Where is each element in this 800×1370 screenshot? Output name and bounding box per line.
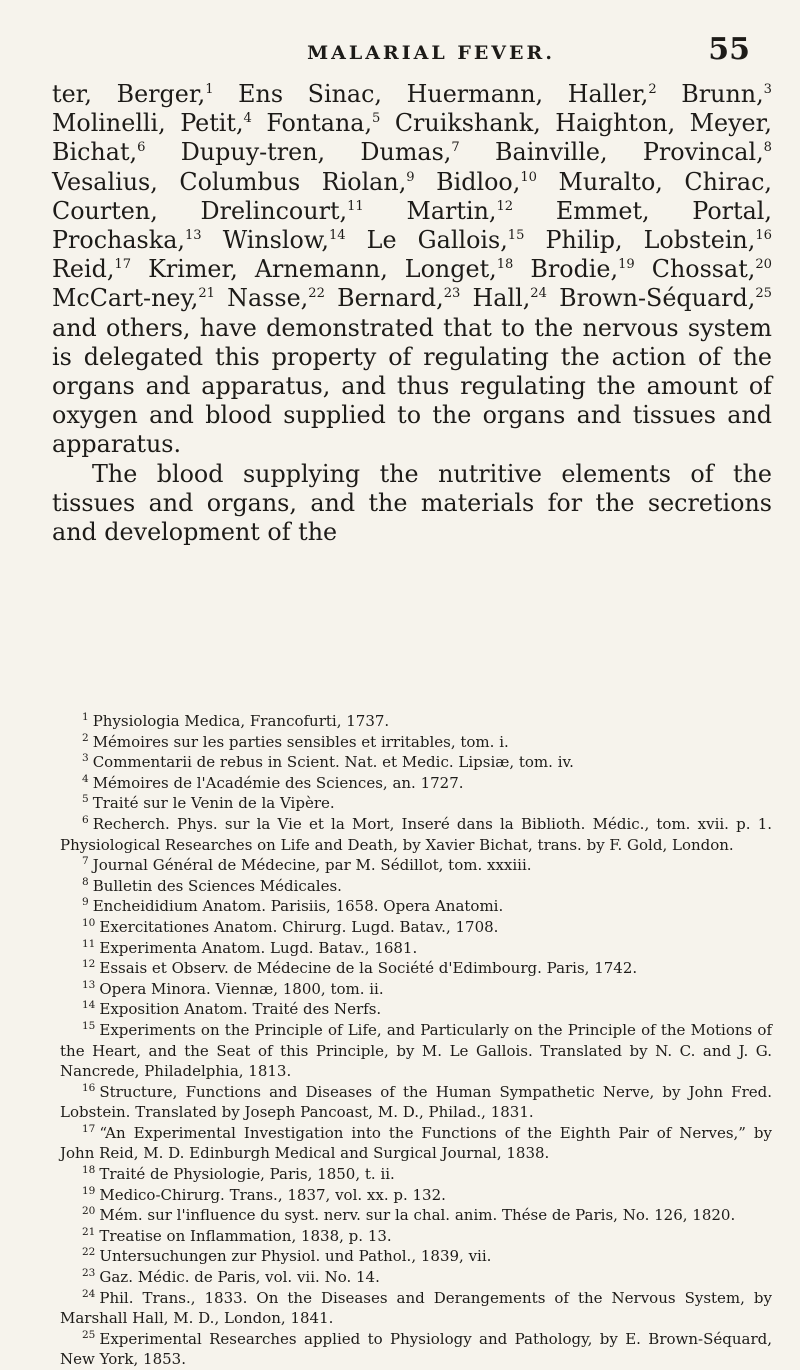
body-text-run: Brunn, xyxy=(656,80,764,108)
footnote xyxy=(60,1329,772,1370)
footnote-ref: 16 xyxy=(755,228,772,244)
footnote-number: 11 xyxy=(82,937,96,950)
body-text-run: Muralto, Chirac, Courten, Drelincourt, xyxy=(52,167,772,225)
body-text-run: Fontana, xyxy=(251,109,373,138)
body-text-run: Philip, Lobstein, xyxy=(524,226,756,255)
footnote-text: Untersuchungen zur Physiol. und Pathol., 1839, vii. xyxy=(99,1247,492,1266)
footnote-ref: 15 xyxy=(507,228,525,244)
footnote-number: 1 xyxy=(82,711,89,723)
footnote-number: 13 xyxy=(82,978,96,991)
footnote-number: 15 xyxy=(82,1019,96,1032)
body-text-run: Winslow, xyxy=(201,226,329,255)
footnote xyxy=(60,732,772,753)
footnote-ref: 3 xyxy=(763,82,772,98)
footnote-text: Traité sur le Venin de la Vipère. xyxy=(92,794,335,813)
footnote-text: Medico-Chirurg. Trans., 1837, vol. xx. p. 132. xyxy=(99,1185,446,1204)
body-text-run: Nasse, xyxy=(214,284,309,313)
footnote-text: Exercitationes Anatom. Chirurg. Lugd. Batav., 1708. xyxy=(99,917,499,936)
footnote-ref: 10 xyxy=(520,169,537,185)
footnote-text: Gaz. Médic. de Paris, vol. vii. No. 14. xyxy=(99,1268,380,1287)
footnote xyxy=(60,752,772,773)
footnote-number: 16 xyxy=(82,1081,96,1094)
footnote-ref: 4 xyxy=(243,111,252,127)
body-text-run: Vesalius, Columbus Riolan, xyxy=(52,167,407,196)
body-text-run: McCart-ney, xyxy=(52,284,199,313)
footnote-text: Exposition Anatom. Traité des Nerfs. xyxy=(99,1000,382,1019)
body-text-run: Bidloo, xyxy=(414,167,521,196)
footnotes xyxy=(60,711,772,1370)
footnote-text: Mém. sur l'influence du syst. nerv. sur la chal. anim. Thése de Paris, No. 126, 1820. xyxy=(99,1206,736,1225)
body-text-run: Ens Sinac, Huermann, Haller, xyxy=(213,80,649,108)
footnote-ref: 12 xyxy=(496,198,514,214)
body-text-run: Brown-Séquard, xyxy=(546,284,756,313)
footnote xyxy=(60,1020,772,1082)
footnote-ref: 21 xyxy=(198,286,215,302)
footnote xyxy=(60,958,772,979)
footnote xyxy=(60,1123,772,1164)
footnote-number: 6 xyxy=(82,813,89,826)
footnote xyxy=(60,711,772,732)
body-text-run: Le Gallois, xyxy=(345,226,508,255)
footnote xyxy=(60,1226,772,1247)
footnote xyxy=(60,1205,772,1226)
footnote-number: 9 xyxy=(82,896,89,909)
footnote-text: Treatise on Inflammation, 1838, p. 13. xyxy=(99,1226,392,1245)
footnote-ref: 25 xyxy=(755,286,772,302)
footnote-ref: 24 xyxy=(530,286,547,302)
footnote-text: Structure, Functions and Diseases of the Human Sympathetic Nerve, by John Fred. Lobstein. Translated by Joseph Pancoast, M. D., Philad., 1831. xyxy=(60,1082,772,1122)
footnote-number: 5 xyxy=(82,793,89,806)
paragraph-1 xyxy=(52,80,772,460)
footnote-number: 12 xyxy=(82,958,96,971)
page-number: 55 xyxy=(708,32,750,67)
footnote xyxy=(60,855,772,876)
footnote-ref: 2 xyxy=(648,82,657,98)
footnote-number: 25 xyxy=(82,1328,96,1341)
footnote-ref: 22 xyxy=(308,286,325,302)
footnote xyxy=(60,917,772,938)
footnote-number: 24 xyxy=(82,1287,96,1300)
footnote-number: 21 xyxy=(82,1225,96,1238)
footnote-ref: 19 xyxy=(618,257,635,273)
footnote-text: Opera Minora. Viennæ, 1800, tom. ii. xyxy=(99,979,384,998)
body-text-run: Dupuy-tren, Dumas, xyxy=(145,138,452,167)
footnote-ref: 7 xyxy=(451,140,460,156)
footnote-number: 4 xyxy=(82,772,89,785)
body-text-run: Krimer, Arnemann, Longet, xyxy=(131,255,497,284)
footnote-number: 3 xyxy=(82,752,89,765)
footnote-number: 20 xyxy=(82,1205,96,1218)
footnote-text: Physiologia Medica, Francofurti, 1737. xyxy=(92,712,390,730)
footnote-number: 18 xyxy=(82,1164,96,1177)
body-text xyxy=(52,80,772,547)
footnote-ref: 14 xyxy=(328,228,346,244)
footnote-ref: 20 xyxy=(755,257,772,273)
running-head: MALARIAL FEVER. xyxy=(307,42,555,64)
body-text-run: Bernard, xyxy=(324,284,444,313)
footnote-text: Experiments on the Principle of Life, and Particularly on the Principle of the Motions of the Heart, and the Seat of this Principle, by M. Le Gallois. Translated by N. C. and J. G. Nancrede, Philadelphia, 1813. xyxy=(60,1020,772,1081)
footnote-number: 2 xyxy=(82,731,89,744)
footnote-ref: 9 xyxy=(406,169,415,185)
footnote-text: Phil. Trans., 1833. On the Diseases and Derangements of the Nervous System, by Marshall Hall, M. D., London, 1841. xyxy=(60,1288,772,1328)
footnote-text: Mémoires sur les parties sensibles et irritables, tom. i. xyxy=(92,732,509,751)
footnote-ref: 6 xyxy=(137,140,146,156)
footnote xyxy=(60,1185,772,1206)
footnote-text: Commentarii de rebus in Scient. Nat. et Medic. Lipsiæ, tom. iv. xyxy=(92,753,574,772)
footnote-ref: 1 xyxy=(205,82,214,98)
body-text-run: Brodie, xyxy=(513,255,619,284)
footnote-text: Journal Général de Médecine, par M. Sédillot, tom. xxxiii. xyxy=(92,856,532,875)
footnote xyxy=(60,1164,772,1185)
footnote-ref: 17 xyxy=(114,257,132,273)
footnote-text: Bulletin des Sciences Médicales. xyxy=(92,876,342,895)
footnote-ref: 8 xyxy=(763,140,772,156)
footnote xyxy=(60,1082,772,1123)
footnote-text: Encheididium Anatom. Parisiis, 1658. Opera Anatomi. xyxy=(92,897,504,916)
footnote xyxy=(60,1246,772,1267)
body-text-run: Molinelli, Petit, xyxy=(52,109,244,138)
footnote-text: “An Experimental Investigation into the Functions of the Eighth Pair of Nerves,” by John Reid, M. D. Edinburgh Medical and Surgical Journal, 1838. xyxy=(60,1123,772,1163)
footnote-ref: 11 xyxy=(347,198,364,214)
body-text-run: ter, Berger, xyxy=(52,80,206,108)
footnote-number: 17 xyxy=(82,1122,96,1135)
footnote xyxy=(60,773,772,794)
footnote-ref: 13 xyxy=(184,228,202,244)
footnote-number: 7 xyxy=(82,855,89,868)
body-text-run: Emmet, Portal, Prochaska, xyxy=(52,196,772,255)
footnote-number: 8 xyxy=(82,875,89,888)
footnote xyxy=(60,1267,772,1288)
body-text-run: Chossat, xyxy=(634,255,756,284)
footnote-text: Experimenta Anatom. Lugd. Batav., 1681. xyxy=(99,938,418,957)
body-text-run: Martin, xyxy=(363,196,497,225)
footnote-text: Traité de Physiologie, Paris, 1850, t. ii. xyxy=(99,1165,395,1184)
footnote xyxy=(60,979,772,1000)
paragraph-2: The blood supplying the nutritive elements of the tissues and organs, and the materials for the secretions and development of the xyxy=(52,459,772,547)
body-text-run: Hall, xyxy=(460,284,531,313)
footnote xyxy=(60,896,772,917)
body-text-run: Cruikshank, Haighton, Meyer, Bichat, xyxy=(52,109,772,167)
footnote xyxy=(60,814,772,855)
footnote-ref: 18 xyxy=(496,257,514,273)
footnote xyxy=(60,999,772,1020)
footnote xyxy=(60,793,772,814)
footnote-number: 10 xyxy=(82,916,96,929)
footnote-number: 14 xyxy=(82,999,96,1012)
body-text-run: and others, have demonstrated that to the nervous system is delegated this property of regulating the action of the organs and apparatus, and thus regulating the amount of oxygen and blood supplied to the organs and tissues and apparatus. xyxy=(52,313,772,459)
page-header xyxy=(110,32,752,72)
footnote-text: Recherch. Phys. sur la Vie et la Mort, Inseré dans la Biblioth. Médic., tom. xvii. p. 1. Physiological Researches on Life and Death, by Xavier Bichat, trans. by F. Gold, London. xyxy=(60,814,772,854)
footnote-text: Experimental Researches applied to Physiology and Pathology, by E. Brown-Séquard, New York, 1853. xyxy=(60,1329,772,1369)
body-text-run: Bainville, Provincal, xyxy=(459,138,764,167)
footnote xyxy=(60,1288,772,1329)
footnote-number: 22 xyxy=(82,1246,96,1259)
footnote-text: Essais et Observ. de Médecine de la Société d'Edimbourg. Paris, 1742. xyxy=(99,959,638,978)
footnote-number: 23 xyxy=(82,1267,96,1280)
footnote-ref: 23 xyxy=(443,286,461,302)
footnote-ref: 5 xyxy=(372,111,381,127)
footnote-number: 19 xyxy=(82,1184,96,1197)
footnote-text: Mémoires de l'Académie des Sciences, an. 1727. xyxy=(92,773,464,792)
footnote xyxy=(60,876,772,897)
footnote xyxy=(60,938,772,959)
body-text-run: Reid, xyxy=(52,255,115,284)
